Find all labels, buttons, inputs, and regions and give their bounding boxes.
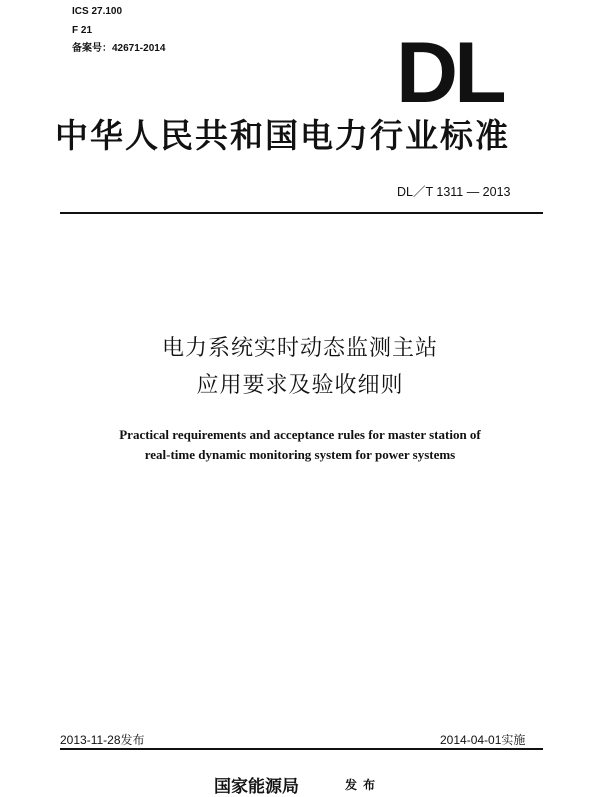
title-cn-line-2: 应用要求及验收细则 xyxy=(196,373,404,398)
issue-date: 2013-11-28发布 xyxy=(60,733,145,747)
dl-logo: DL xyxy=(396,25,503,121)
ics-code: ICS 27.100 xyxy=(72,6,123,17)
org-title: 中华人民共和国电力行业标准 xyxy=(55,116,510,155)
implement-date: 2014-04-01实施 xyxy=(440,733,526,747)
top-divider xyxy=(60,212,543,214)
record-number: 备案号：42671-2014 xyxy=(72,43,166,54)
bottom-divider xyxy=(60,748,543,750)
classification-code: F 21 xyxy=(72,25,93,36)
standard-number: DL／T 1311 — 2013 xyxy=(397,185,511,199)
title-en-line-1: Practical requirements and acceptance rules for master station of xyxy=(119,427,481,442)
publish-label: 发布 xyxy=(345,778,382,792)
title-cn-line-1: 电力系统实时动态监测主站 xyxy=(161,336,438,361)
title-en-line-2: real-time dynamic monitoring system for power systems xyxy=(144,447,456,462)
issuer: 国家能源局 xyxy=(214,777,299,797)
